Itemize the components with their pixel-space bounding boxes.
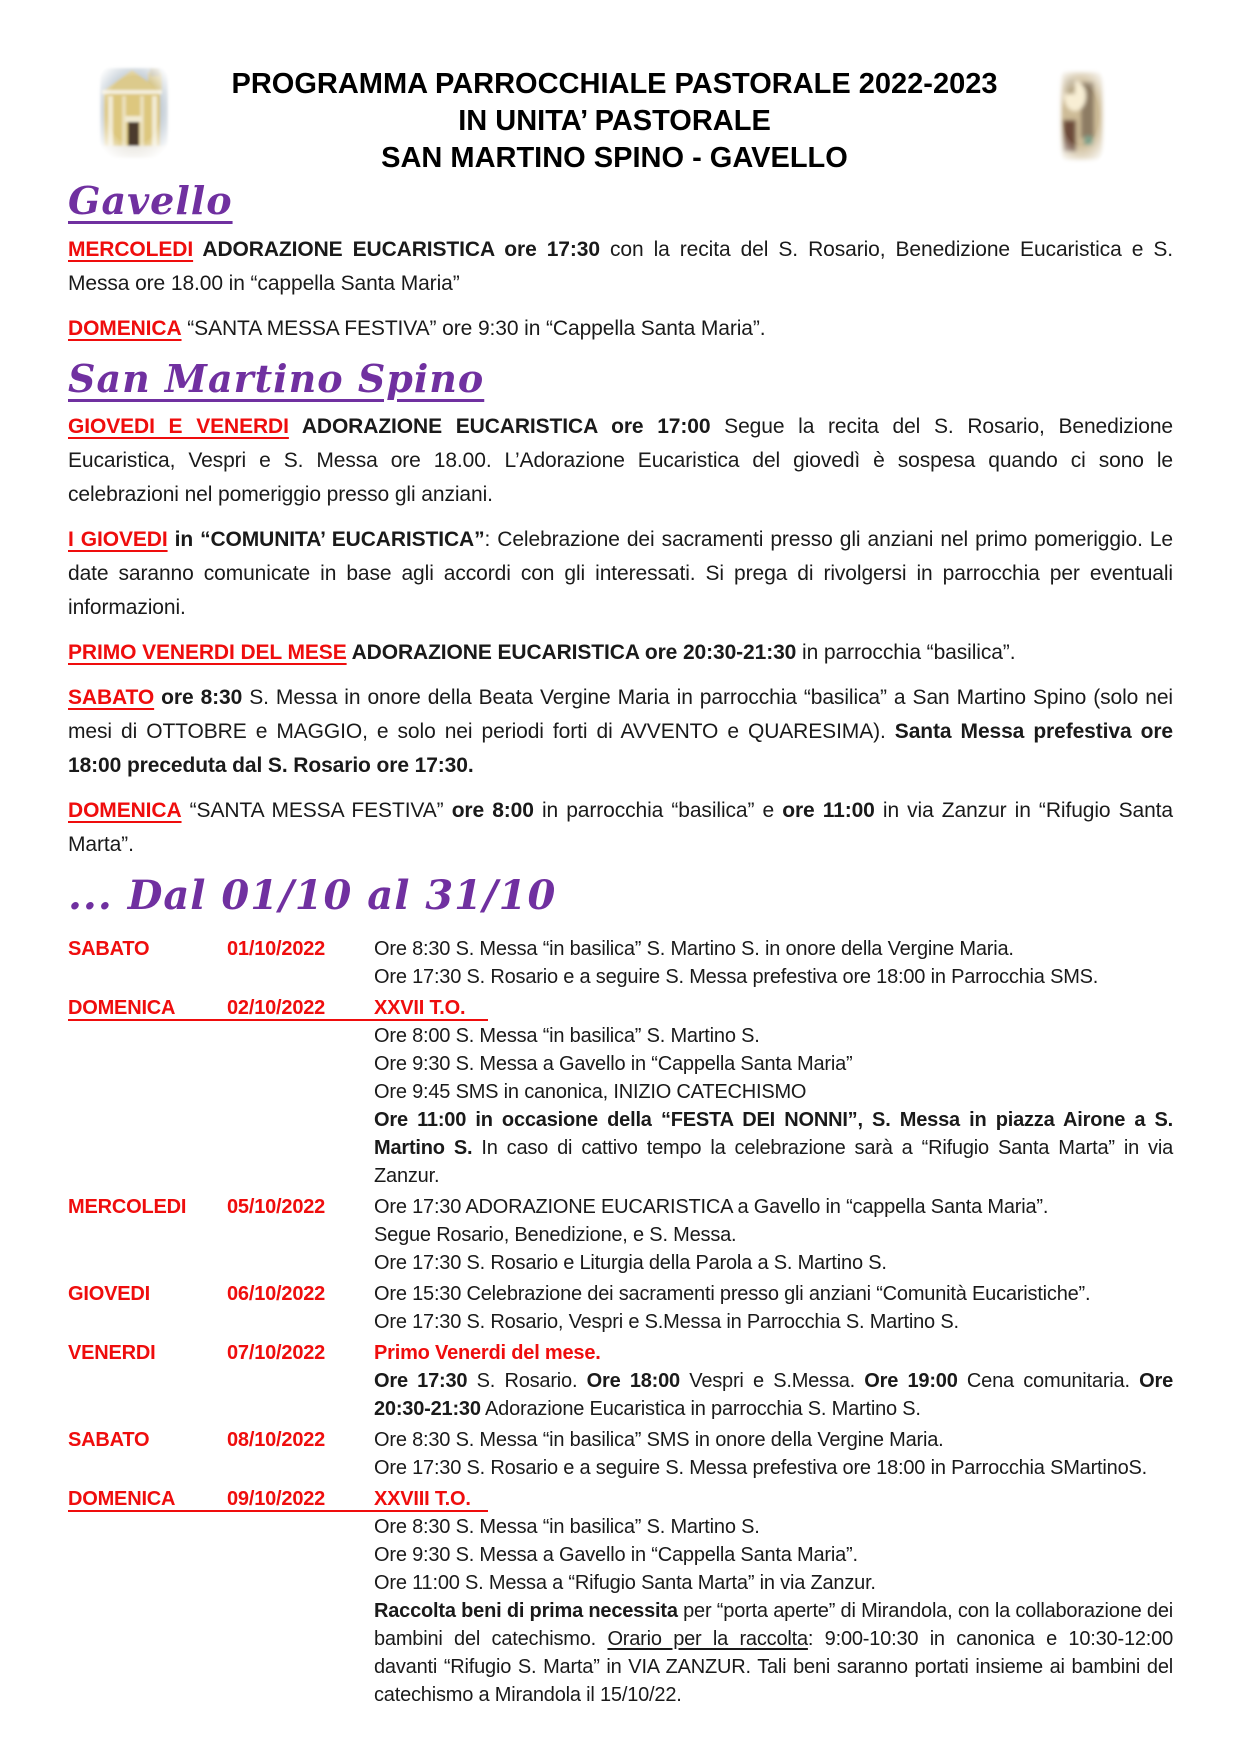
text-run: “SANTA MESSA FESTIVA” ore 9:30 in “Cappella Santa Maria”. — [181, 316, 766, 340]
schedule-day: DOMENICA — [68, 997, 176, 1020]
schedule-line — [374, 1569, 1173, 1597]
schedule-date: 08/10/2022 — [227, 1429, 326, 1452]
schedule-line — [374, 963, 1173, 991]
schedule-line — [374, 1339, 1173, 1367]
text-run: DOMENICA — [68, 316, 182, 340]
text-run: ore 8:30 — [154, 686, 250, 710]
paragraph — [68, 681, 1173, 783]
schedule-description — [374, 1193, 1173, 1277]
text-run: Segue la recita del S. Rosario, Benedizione Eucaristica, Vespri e S. Messa ore 18.00. L’Adorazione Eucaristica del giovedì è sospesa quando ci sono le celebrazioni nel pomeriggio presso gli anziani. — [68, 415, 1173, 507]
text-run: Cena comunitaria. — [957, 1370, 1140, 1393]
schedule-line — [374, 1193, 1173, 1221]
schedule-date: 07/10/2022 — [227, 1342, 326, 1365]
text-run: : 9:00-10:30 in canonica e 10:30-12:00 davanti “Rifugio S. Marta” in VIA ZANZUR. Tali beni saranno portati insieme ai bambini del catechismo a Mirandola il 15/10/22. — [374, 1628, 1173, 1707]
schedule-line — [374, 1308, 1173, 1336]
document-title-line2: IN UNITA’ PASTORALE — [458, 105, 771, 137]
paragraph — [68, 410, 1173, 512]
schedule-date: 06/10/2022 — [227, 1283, 326, 1306]
text-run: Orario per la raccolta — [607, 1628, 808, 1651]
text-run: Ore 17:30 ADORAZIONE EUCARISTICA a Gavello in “cappella Santa Maria”. — [374, 1196, 1049, 1219]
text-run: Raccolta beni di prima necessita — [374, 1600, 678, 1623]
text-run: Ore 15:30 Celebrazione dei sacramenti presso gli anziani “Comunità Eucaristiche”. — [374, 1283, 1091, 1306]
schedule-description — [374, 994, 1173, 1190]
text-run: Ore 20:30-21:30 — [374, 1370, 1173, 1421]
schedule-line — [374, 1022, 1173, 1050]
text-run: in “COMUNITA’ EUCARISTICA” — [167, 528, 485, 552]
paragraph — [68, 636, 1173, 670]
text-run: : Celebrazione dei sacramenti presso gli anziani nel primo pomeriggio. Le date saranno comunicate in base agli accordi con gli interessati. Si prega di rivolgersi in parrocchia per eventuali informazioni. — [68, 528, 1173, 620]
church-photo-left — [92, 60, 176, 164]
schedule-line — [374, 1078, 1173, 1106]
schedule-line — [374, 1106, 1173, 1190]
text-run: Ore 8:30 S. Messa “in basilica” S. Martino S. in onore della Vergine Maria. — [374, 938, 1014, 961]
schedule-day: SABATO — [68, 1429, 150, 1452]
schedule-line — [374, 1454, 1173, 1482]
text-run: S. Messa in onore della Beata Vergine Maria in parrocchia “basilica” a San Martino Spino (solo nei mesi di OTTOBRE e MAGGIO, e solo nei periodi forti di AVVENTO e QUARESIMA). — [68, 686, 1174, 744]
text-run: DOMENICA — [68, 799, 182, 823]
paragraph — [68, 312, 1173, 346]
paragraph — [68, 794, 1173, 862]
text-run: Primo Venerdi del mese. — [374, 1342, 601, 1365]
text-run: per “porta aperte” di Mirandola, con la collaborazione dei bambini del catechismo. — [374, 1600, 1174, 1651]
sunday-underline — [68, 1019, 488, 1021]
schedule-row — [68, 935, 1173, 991]
schedule-date: 01/10/2022 — [227, 938, 326, 961]
schedule-line — [374, 1426, 1173, 1454]
schedule-line — [374, 1050, 1173, 1078]
schedule-description — [374, 1339, 1173, 1423]
schedule-sunday-title: XXVII T.O. — [374, 997, 466, 1020]
text-run: Ore 8:00 S. Messa “in basilica” S. Martino S. — [374, 1025, 760, 1048]
schedule-row — [68, 1485, 1173, 1709]
schedule-day: VENERDI — [68, 1342, 156, 1365]
text-run: ADORAZIONE EUCARISTICA ore 17:30 — [193, 237, 610, 261]
text-run: PRIMO VENERDI DEL MESE — [68, 641, 347, 665]
schedule-date: 09/10/2022 — [227, 1488, 326, 1511]
text-run: GIOVEDI E VENERDI — [68, 415, 289, 439]
text-run: Ore 11:00 S. Messa a “Rifugio Santa Marta” in via Zanzur. — [374, 1572, 876, 1595]
schedule-row — [68, 1426, 1173, 1482]
document-title-line1: PROGRAMMA PARROCCHIALE PASTORALE 2022-2023 — [231, 68, 998, 100]
text-run: Ore 19:00 — [864, 1370, 958, 1393]
text-run: SABATO — [68, 686, 155, 710]
text-run: Ore 9:30 S. Messa a Gavello in “Cappella Santa Maria” — [374, 1053, 853, 1076]
text-run: MERCOLEDI — [68, 237, 194, 261]
schedule-description — [374, 1426, 1173, 1482]
text-run: con la recita del S. Rosario, Benedizione Eucaristica e S. Messa ore 18.00 in “cappella Santa Maria” — [68, 237, 1173, 295]
schedule-date: 02/10/2022 — [227, 997, 326, 1020]
document-title-block — [176, 60, 1053, 177]
text-run: in parrocchia “basilica” e — [533, 799, 783, 823]
schedule-day: DOMENICA — [68, 1488, 176, 1511]
schedule-row — [68, 1193, 1173, 1277]
text-run: Ore 18:00 — [586, 1370, 680, 1393]
paragraph — [68, 233, 1173, 301]
section-heading-dal-0110-al-3110: ... Dal 01/10 al 31/10 — [68, 872, 557, 920]
schedule-row — [68, 1280, 1173, 1336]
schedule-table — [68, 935, 1173, 1709]
text-run: Ore 17:30 S. Rosario, Vespri e S.Messa in Parrocchia S. Martino S. — [374, 1311, 959, 1334]
church-interior-illustration — [1053, 68, 1111, 166]
text-run: Ore 17:30 S. Rosario e a seguire S. Messa prefestiva ore 18:00 in Parrocchia SMS. — [374, 966, 1099, 989]
schedule-line — [374, 935, 1173, 963]
text-run: ore 8:00 — [451, 799, 534, 823]
schedule-line — [374, 1280, 1173, 1308]
sunday-underline — [68, 1510, 488, 1512]
text-run: Segue Rosario, Benedizione, e S. Messa. — [374, 1224, 737, 1247]
paragraph — [68, 523, 1173, 625]
text-run: Ore 17:30 S. Rosario e a seguire S. Messa prefestiva ore 18:00 in Parrocchia SMartinoS. — [374, 1457, 1147, 1480]
text-run: “SANTA MESSA FESTIVA” — [181, 799, 452, 823]
schedule-line — [374, 1597, 1173, 1709]
schedule-sunday-title: XXVIII T.O. — [374, 1488, 471, 1511]
schedule-line — [374, 1513, 1173, 1541]
schedule-row — [68, 994, 1173, 1190]
text-run: Adorazione Eucaristica in parrocchia S. Martino S. — [480, 1398, 921, 1421]
church-photo-right — [1053, 68, 1111, 166]
schedule-description — [374, 935, 1173, 991]
section-heading-san-martino-spino: San Martino Spino — [68, 355, 485, 401]
schedule-day: SABATO — [68, 938, 150, 961]
schedule-row — [68, 1339, 1173, 1423]
church-facade-illustration — [92, 60, 176, 164]
schedule-description — [374, 1485, 1173, 1709]
text-run: Vespri e S.Messa. — [679, 1370, 865, 1393]
text-run: in parrocchia “basilica”. — [802, 641, 1016, 665]
schedule-line — [374, 1249, 1173, 1277]
schedule-line — [374, 1367, 1173, 1423]
schedule-day: MERCOLEDI — [68, 1196, 187, 1219]
text-run: I GIOVEDI — [68, 528, 168, 552]
document-title-line3: SAN MARTINO SPINO - GAVELLO — [381, 142, 848, 174]
text-run: Ore 17:30 — [374, 1370, 468, 1393]
text-run: ADORAZIONE EUCARISTICA ore 17:00 — [288, 415, 725, 439]
gavello-paragraphs — [68, 233, 1173, 346]
text-run: Ore 9:45 SMS in canonica, INIZIO CATECHISMO — [374, 1081, 807, 1104]
san-martino-paragraphs — [68, 410, 1173, 862]
text-run: Ore 9:30 S. Messa a Gavello in “Cappella Santa Maria”. — [374, 1544, 858, 1567]
text-run: in via Zanzur in “Rifugio Santa Marta”. — [68, 799, 1173, 857]
document-header — [0, 0, 1241, 177]
schedule-day: GIOVEDI — [68, 1283, 150, 1306]
text-run: ore 11:00 — [782, 799, 875, 823]
section-heading-gavello: Gavello — [68, 178, 233, 223]
schedule-description — [374, 1280, 1173, 1336]
text-run: Ore 17:30 S. Rosario e Liturgia della Parola a S. Martino S. — [374, 1252, 887, 1275]
schedule-line — [374, 1541, 1173, 1569]
text-run: Ore 8:30 S. Messa “in basilica” S. Martino S. — [374, 1516, 760, 1539]
text-run: ADORAZIONE EUCARISTICA ore 20:30-21:30 — [346, 641, 803, 665]
text-run: Ore 11:00 in occasione della “FESTA DEI NONNI”, S. Messa in piazza Airone a S. Martino S. — [374, 1109, 1173, 1160]
schedule-date: 05/10/2022 — [227, 1196, 326, 1219]
text-run: S. Rosario. — [467, 1370, 587, 1393]
schedule-line — [374, 1221, 1173, 1249]
text-run: Santa Messa prefestiva ore 18:00 preceduta dal S. Rosario ore 17:30. — [68, 720, 1173, 778]
text-run: Ore 8:30 S. Messa “in basilica” SMS in onore della Vergine Maria. — [374, 1429, 944, 1452]
text-run: In caso di cattivo tempo la celebrazione sarà a “Rifugio Santa Marta” in via Zanzur. — [374, 1137, 1173, 1188]
